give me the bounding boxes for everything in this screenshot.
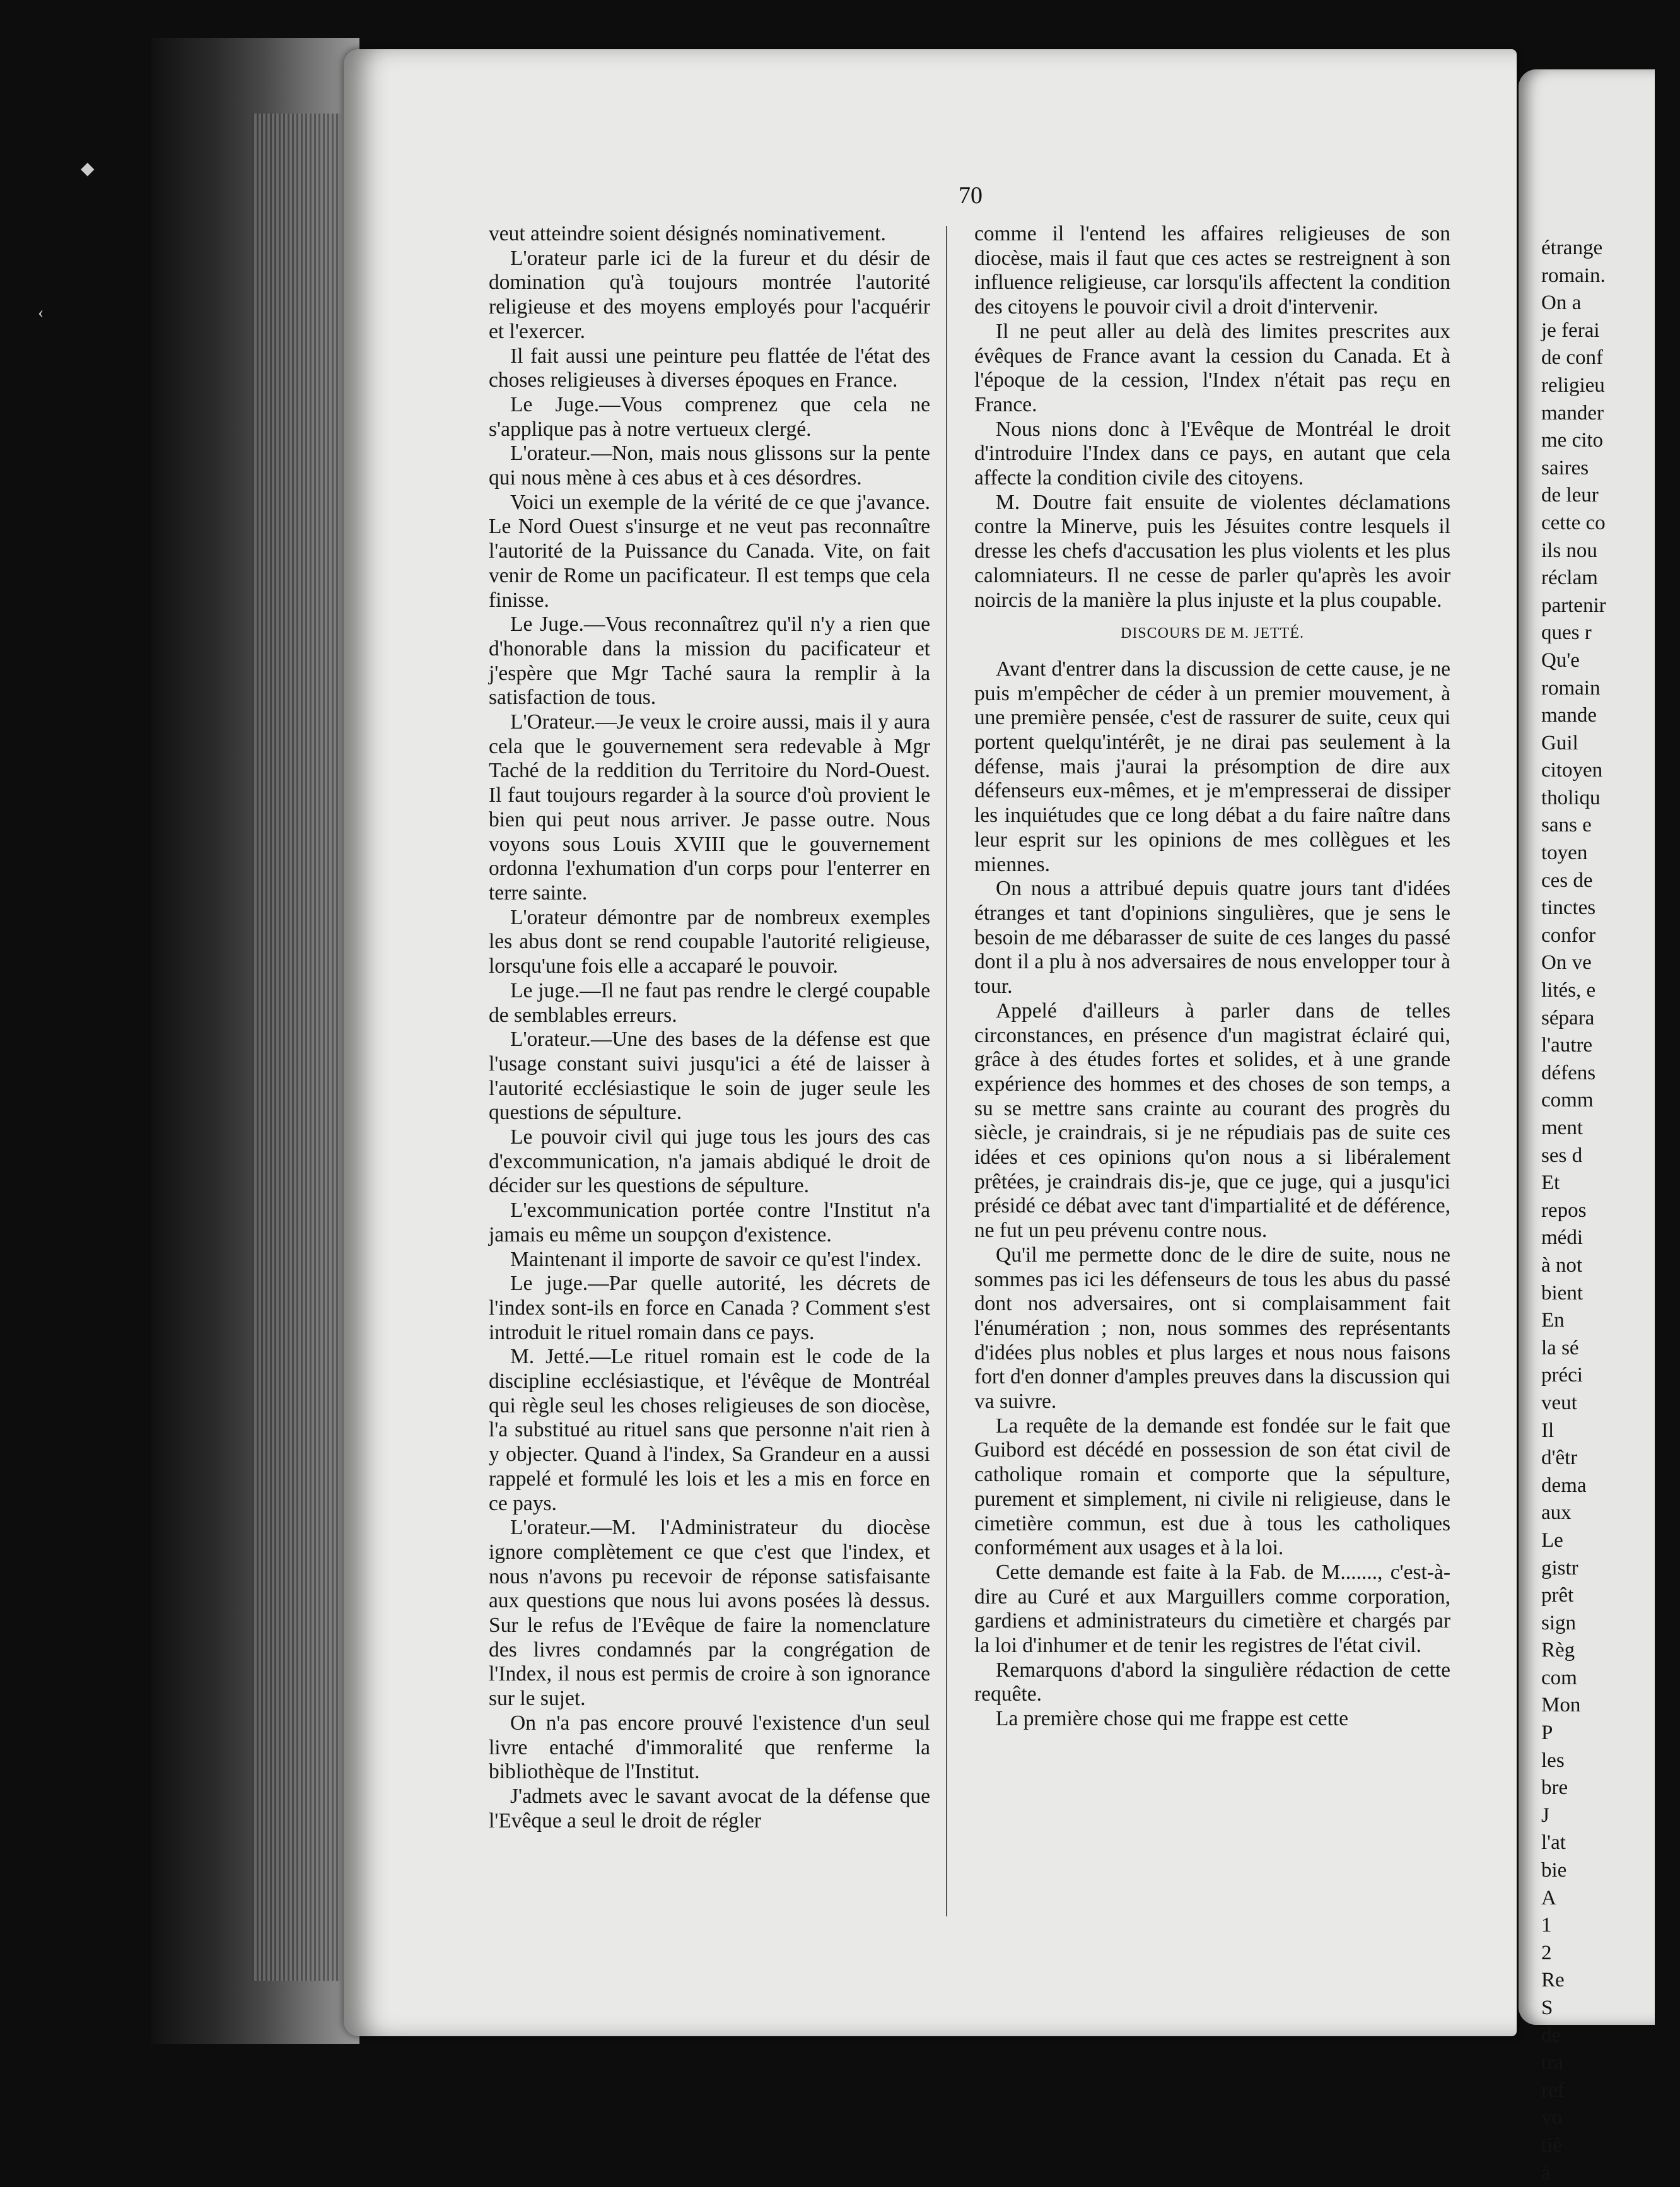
text-fragment: Il <box>1541 1419 1555 1442</box>
text-fragment: gistr <box>1541 1556 1578 1580</box>
text-fragment: On a <box>1541 291 1582 315</box>
text-fragment: tiè <box>1541 2133 1562 2157</box>
text-fragment: aux <box>1541 1501 1572 1525</box>
text-fragment: de conf <box>1541 346 1604 370</box>
text-fragment: On ve <box>1541 951 1592 975</box>
paragraph: Avant d'entrer dans la discussion de cette cause, je ne puis m'empêcher de céder à un premier mouvement, à une première pensée, c'est de rassurer de suite, ceux qui portent quelqu'intérêt, je ne dirai pas seulement à la défense, mais j'aurai la présomption de dire aux défenseurs eux-mêmes, et je m'empresserai de dissiper les inquiétudes que ce long débat a du faire naître dans leur esprit sur les opinions de mes collègues et les miennes. <box>974 657 1450 876</box>
paragraph: Le pouvoir civil qui juge tous les jours des cas d'excommunication, n'a jamais abdiqué le droit de décider sur les questions de sépulture. <box>489 1125 930 1198</box>
text-fragment: tholiqu <box>1541 786 1601 809</box>
paragraph: La requête de la demande est fondée sur le fait que Guibord est décédé en possession de son état civil de catholique romain et comporte que la sépulture, purement et simplement, ni civile ni religieuse, dans le cimetière commun, est due à tous les catholiques conformément aux usages et à la loi. <box>974 1414 1450 1560</box>
paragraph: Qu'il me permette donc de le dire de suite, nous ne sommes pas ici les défenseurs de tous les abus du passé dont nos adversaires, ont si complaisamment fait l'énumération ; non, nous sommes des représentants d'idées plus nobles et plus larges et nous nous faisons fort d'en donner d'amples preuves dans la discussion qui va suivre. <box>974 1243 1450 1414</box>
text-fragment: A <box>1541 1886 1556 1909</box>
paragraph: J'admets avec le savant avocat de la défense que l'Evêque a seul le droit de régler <box>489 1785 930 1832</box>
text-fragment: de <box>1541 2024 1561 2047</box>
paragraph: L'excommunication portée contre l'Institut n'a jamais eu même un soupçon d'existence. <box>489 1199 930 1246</box>
text-fragment: repos <box>1541 1199 1587 1222</box>
text-fragment: partenir <box>1541 594 1606 617</box>
text-fragment: sign <box>1541 1611 1577 1634</box>
text-fragment: 1 <box>1541 1914 1552 1937</box>
text-fragment: à <box>1541 2161 1551 2184</box>
text-fragment: étrange <box>1541 237 1603 259</box>
text-fragment: romain. <box>1541 264 1606 287</box>
paragraph: L'orateur démontre par de nombreux exemples les abus dont se rend coupable l'autorité religieuse, lorsqu'une fois elle a accaparé le pouvoir. <box>489 905 930 978</box>
paragraph: comme il l'entend les affaires religieuses de son diocèse, mais il faut que ces actes se restreignent à son influence religieuse, car lorsqu'ils affectent la condition des citoyens le pouvoir civil a droit d'intervenir. <box>974 222 1450 319</box>
paragraph: Remarquons d'abord la singulière rédaction de cette requête. <box>974 1658 1450 1706</box>
text-fragment: Mon <box>1541 1694 1581 1717</box>
paragraph: L'orateur parle ici de la fureur et du désir de domination qu'à toujours montrée l'autorité religieuse et des moyens employés pour l'acquérir et l'exercer. <box>489 246 930 343</box>
paragraph: Il ne peut aller au delà des limites prescrites aux évêques de France avant la cession du Canada. Et à l'époque de la cession, l'Index n'était pas reçu en France. <box>974 319 1450 416</box>
text-fragment: cette co <box>1541 511 1606 534</box>
paragraph: veut atteindre soient désignés nominativement. <box>489 222 886 245</box>
text-fragment: l'autre <box>1541 1034 1593 1057</box>
text-fragment: com <box>1541 1666 1577 1689</box>
right-column-text-after <box>974 657 1450 1732</box>
text-fragment: d'êtr <box>1541 1446 1578 1470</box>
text-fragment: tra <box>1541 2051 1563 2075</box>
text-fragment: ses d <box>1541 1144 1583 1167</box>
paragraph: Le juge.—Il ne faut pas rendre le clergé coupable de semblables erreurs. <box>489 978 930 1027</box>
paragraph: Le Juge.—Vous comprenez que cela ne s'applique pas à notre vertueux clergé. <box>489 392 930 441</box>
paragraph: Il fait aussi une peinture peu flattée de l'état des choses religieuses à diverses époques en France. <box>489 344 930 392</box>
text-fragment: je ferai <box>1541 319 1600 342</box>
text-fragment: tinctes <box>1541 896 1596 920</box>
edge-mark: ◆ <box>81 159 95 179</box>
text-fragment: défens <box>1541 1061 1596 1084</box>
text-fragment: ment <box>1541 1117 1583 1139</box>
text-fragment: médi <box>1541 1226 1583 1250</box>
text-fragment: bre <box>1541 1776 1568 1800</box>
text-fragment: sépara <box>1541 1006 1595 1029</box>
text-fragment: ils nou <box>1541 539 1597 562</box>
text-fragment: Re <box>1541 1969 1565 1992</box>
text-fragment: bient <box>1541 1281 1583 1305</box>
paragraph: On nous a attribué depuis quatre jours tant d'idées étranges et tant d'opinions singulières, que je sens le besoin de me débarasser de suite de ces langes du passé dont il a plu à nos adversaires de nous envelopper tour à tour. <box>974 877 1450 999</box>
right-column <box>974 222 1450 1732</box>
text-fragment: saires <box>1541 456 1589 479</box>
text-fragment: Règ <box>1541 1639 1575 1662</box>
edge-mark: ‹ <box>38 303 44 322</box>
page-edges <box>252 114 341 1981</box>
right-column-text-before <box>974 222 1450 613</box>
text-fragment: romain <box>1541 676 1601 700</box>
column-divider <box>946 226 947 1916</box>
paragraph: M. Doutre fait ensuite de violentes déclamations contre la Minerve, puis les Jésuites contre lesquels il dresse les chefs d'accusation les plus violents et les plus calomniateurs. Il ne cesse de parler qu'après les avoir noircis de la manière la plus injuste et la plus coupable. <box>974 490 1450 612</box>
text-fragment: En <box>1541 1309 1565 1332</box>
paragraph: Voici un exemple de la vérité de ce que j'avance. Le Nord Ouest s'insurge et ne veut pas reconnaître l'autorité de la Puissance du Canada. Vite, on fait venir de Rome un pacificateur. Il est temps que cela finisse. <box>489 490 930 612</box>
text-fragment: 2 <box>1541 1941 1552 1964</box>
paragraph: L'orateur.—Non, mais nous glissons sur la pente qui nous mène à ces abus et à ces désordres. <box>489 442 930 490</box>
paragraph: Maintenant il importe de savoir ce qu'est l'index. <box>510 1247 922 1271</box>
paragraph: Appelé d'ailleurs à parler dans de telles circonstances, en présence d'un magistrat éclairé qui, grâce à des études fortes et solides, et à une grande expérience des hommes et des choses de son temps, a su se mettre sans crainte au courant des progrès du siècle, je craindrais, si je ne répudiais pas de suite ces idées et ces opinions qu'on nous a si libéralement prêtées, je craindrais dis-je, que ce juge, qui a jusqu'ici présidé ce débat avec tant d'impartialité et de déférence, ne fut un peu prévenu contre nous. <box>974 999 1450 1243</box>
paragraph: L'Orateur.—Je veux le croire aussi, mais il y aura cela que le gouvernement sera redevable à Mgr Taché de la reddition du Territoire du Nord-Ouest. Il faut toujours regarder à la source d'où provient le bien qui peut nous arriver. Je passe outre. Nous voyons sous Louis XVIII que le gouvernement ordonna l'exhumation d'un corps pour l'enterrer en terre sainte. <box>489 710 930 905</box>
paragraph: L'orateur.—Une des bases de la défense est que l'usage constant suivi jusqu'ici a été de laisser à l'autorité ecclésiastique le soin de juger seule les questions de sépulture. <box>489 1028 930 1125</box>
text-fragment: mande <box>1541 704 1597 727</box>
text-fragment: ces de <box>1541 869 1593 892</box>
text-fragment: J <box>1541 1803 1549 1827</box>
text-fragment: bie <box>1541 1859 1567 1882</box>
left-column <box>489 222 930 1833</box>
paragraph: L'orateur.—M. l'Administrateur du diocèse ignore complètement ce que c'est que l'index, et nous n'avons pu recevoir de réponse satisfaisante aux questions que nous lui avons posées là dessus. Sur le refus de l'Evêque de faire la nomenclature des livres condamnés par la congrégation de l'Index, il nous est permis de croire à son ignorance sur le sujet. <box>489 1516 930 1711</box>
right-page <box>1519 69 1655 2184</box>
paragraph: Nous nions donc à l'Evêque de Montréal le droit d'introduire l'Index dans ce pays, en autant que cela affecte la condition civile des citoyens. <box>974 417 1450 490</box>
text-fragment: Qu'e <box>1541 648 1580 672</box>
page-number: 70 <box>959 182 983 209</box>
paragraph: Cette demande est faite à la Fab. de M......., c'est-à-dire au Curé et aux Marguillers comme corporation, gardiens et administrateurs du cimetière et chargés par la loi d'inhumer et de tenir les registres de l'état civil. <box>974 1560 1450 1658</box>
text-fragment: les <box>1541 1749 1565 1772</box>
text-fragment: l'at <box>1541 1831 1566 1855</box>
paragraph: M. Jetté.—Le rituel romain est le code de la discipline ecclésiastique, et l'évêque de Montréal qui règle seul les choses religieuses de son diocèse, l'a substitué au rituel sans que personne n'ait rien à y objecter. Quand à l'index, Sa Grandeur en a aussi rappelé et formulé les lois et les a mis en force en ce pays. <box>489 1345 930 1515</box>
text-fragment: ref <box>1541 2079 1565 2102</box>
text-fragment: à not <box>1541 1253 1583 1277</box>
text-fragment: préci <box>1541 1364 1583 1387</box>
text-fragment: citoyen <box>1541 759 1603 782</box>
text-fragment: ques r <box>1541 621 1592 645</box>
section-heading: DISCOURS DE M. JETTÉ. <box>1120 625 1304 642</box>
text-fragment: toyen <box>1541 841 1588 865</box>
text-fragment: réclam <box>1541 566 1598 590</box>
paragraph: Le juge.—Par quelle autorité, les décrets de l'index sont-ils en force en Canada ? Comment s'est introduit le rituel romain dans ce pays. <box>489 1272 930 1344</box>
text-fragment: Et <box>1541 1171 1560 1195</box>
text-fragment: de leur <box>1541 484 1599 507</box>
text-fragment: prêt <box>1541 1584 1574 1607</box>
right-page-text-fragments <box>1541 235 1680 2187</box>
paragraph: On n'a pas encore prouvé l'existence d'un seul livre entaché d'immoralité que renferme la bibliothèque de l'Institut. <box>489 1711 930 1784</box>
paragraph: Le Juge.—Vous reconnaîtrez qu'il n'y a rien que d'honorable dans la mission du pacificateur et j'espère que Mgr Taché saura la remplir à la satisfaction de tous. <box>489 613 930 710</box>
text-fragment: confor <box>1541 923 1596 947</box>
text-fragment: lités, e <box>1541 979 1596 1002</box>
text-fragment: sans e <box>1541 814 1592 837</box>
text-fragment: la sé <box>1541 1336 1579 1359</box>
text-fragment: dema <box>1541 1474 1587 1497</box>
text-fragment: S <box>1541 1996 1553 2019</box>
text-fragment: mander <box>1541 401 1604 425</box>
paragraph: La première chose qui me frappe est cette <box>996 1707 1348 1731</box>
text-fragment: me cito <box>1541 429 1604 452</box>
text-fragment: Le <box>1541 1528 1563 1552</box>
text-fragment: comm <box>1541 1089 1594 1112</box>
text-fragment: veut <box>1541 1391 1577 1414</box>
text-fragment: vo <box>1541 2106 1562 2130</box>
text-fragment: religieu <box>1541 373 1605 397</box>
text-fragment: Guil <box>1541 731 1578 754</box>
text-fragment: P <box>1541 1721 1553 1745</box>
